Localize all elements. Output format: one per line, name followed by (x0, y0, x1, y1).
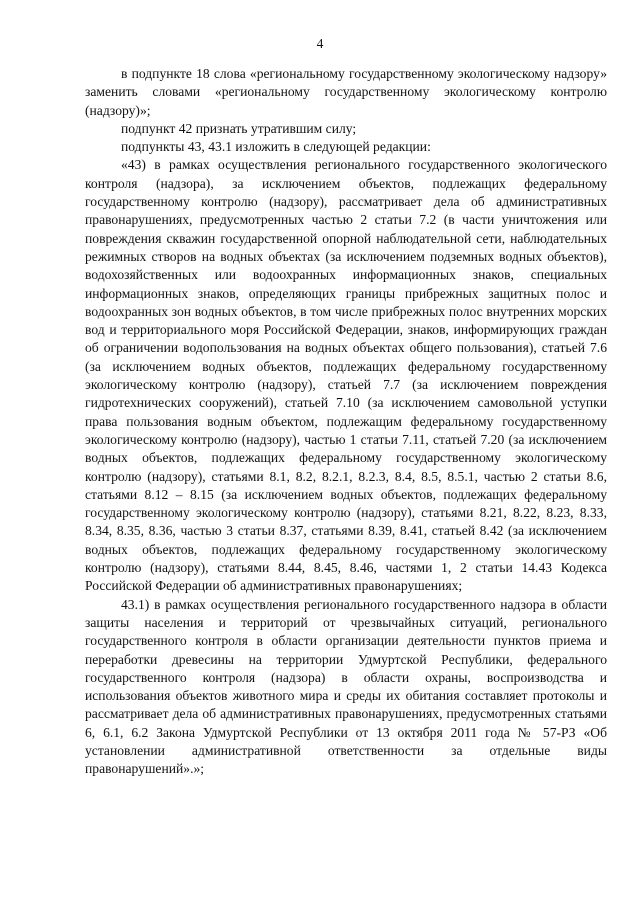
paragraph-repeal-subpoint-42: подпункт 42 признать утратившим силу; (121, 120, 357, 136)
page-number: 4 (316, 36, 324, 51)
document-body (85, 65, 607, 779)
paragraph-subpoint-43: «43) в рамках осуществления регионального государственного экологического контроля (надзора), за исключением объектов, подлежащих федеральному государственному контролю (надзору), рассматривает дела об административных правонарушениях, предусмотренных частью 2 статьи 7.2 (в части уничтожения или повреждения скважин государственной опорной наблюдательной сети, наблюдательных режимных створов на водных объектах (за исключением подземных водных объектов), водохозяйственных или водоохранных информационных знаков, специальных информационных знаков, определяющих границы прибрежных защитных полос и водоохранных зон водных объектов, в том числе прибрежных полос внутренних морских вод и территориального моря Российской Федерации, знаков, информирующих граждан об ограничении водопользования на водных объектах общего пользования), статьей 7.6 (за исключением водных объектов, подлежащих федеральному государственному экологическому контролю (надзору), статьей 7.7 (за исключением повреждения гидротехнических сооружений), статьей 7.10 (за исключением самовольной уступки права пользования водным объектом, подлежащим федеральному государственному экологическому контролю (надзору), частью 1 статьи 7.11, статьей 7.20 (за исключением водных объектов, подлежащих федеральному государственному экологическому контролю (надзору), статьями 8.1, 8.2, 8.2.1, 8.2.3, 8.4, 8.5, 8.5.1, частью 2 статьи 8.6, статьями 8.12 – 8.15 (за исключением водных объектов, подлежащих федеральному государственному экологическому контролю (надзору), статьями 8.21, 8.22, 8.23, 8.33, 8.34, 8.35, 8.36, частью 3 статьи 8.37, статьями 8.39, 8.41, статьей 8.42 (за исключением водных объектов, подлежащих федеральному государственному экологическому контролю (надзору), статьями 8.44, 8.45, 8.46, частями 1, 2 статьи 14.43 Кодекса Российской Федерации об административных правонарушениях; (85, 157, 607, 594)
paragraph-amend-subpoint-18: в подпункте 18 слова «региональному государственному экологическому надзору» заменить словами «региональному государственному экологическому контролю (надзору)»; (85, 66, 607, 118)
paragraph-subpoint-43-1: 43.1) в рамках осуществления регионального государственного надзора в области защиты населения и территорий от чрезвычайных ситуаций, регионального государственного контроля в области организации деятельности пунктов приема и переработки древесины на территории Удмуртской Республики, федерального государственного контроля (надзора) в области охраны, воспроизводства и использования объектов животного мира и среды их обитания составляет протоколы и рассматривает дела об административных правонарушениях, предусмотренных статьями 6, 6.1, 6.2 Закона Удмуртской Республики от 13 октября 2011 года № 57-РЗ «Об установлении административной ответственности за отдельные виды правонарушений».»; (85, 596, 607, 777)
paragraph-new-wording-intro: подпункты 43, 43.1 изложить в следующей редакции: (121, 139, 431, 155)
